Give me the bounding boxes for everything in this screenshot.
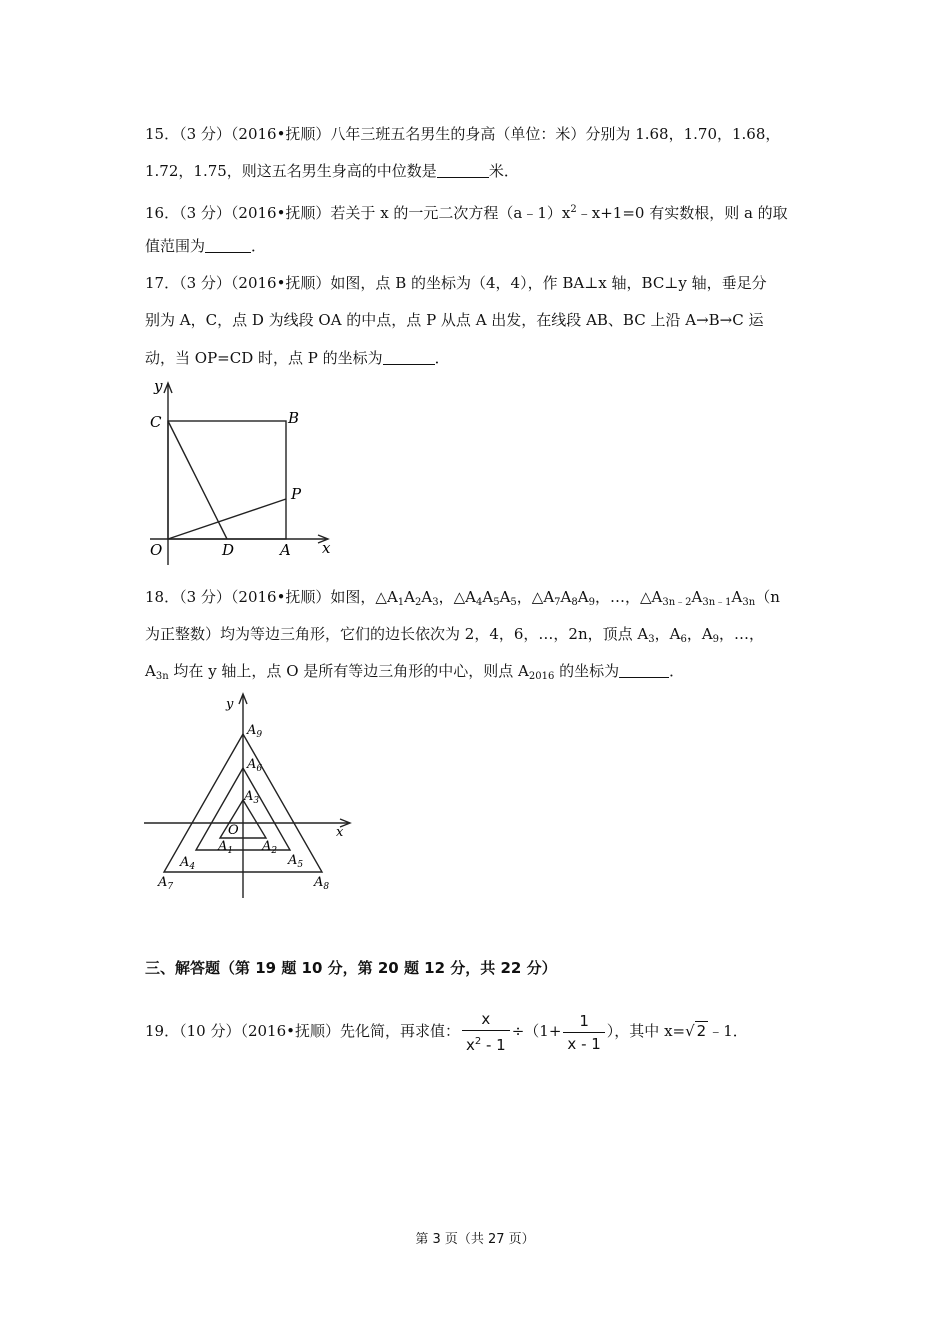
subscript: 9 [588, 597, 595, 608]
text: ，A [686, 625, 713, 643]
answer-blank [619, 663, 669, 678]
subscript: 2 [415, 597, 422, 608]
label-P: P [291, 485, 302, 503]
section-heading: 三、解答题（第 19 题 10 分，第 20 题 12 分，共 22 分） [145, 959, 557, 977]
subscript: 8 [571, 597, 578, 608]
label-A1: $A_1$ [218, 839, 234, 856]
subscript: 3n [742, 597, 756, 608]
label-A2: $A_2$ [262, 839, 278, 856]
q17-line3 [145, 348, 450, 368]
q19-text: 19．（10 分）（2016•抚顺）先化简，再求值： [145, 1022, 460, 1040]
text: A [560, 588, 572, 606]
text: ，…，△A [594, 588, 663, 606]
label-A3: $A_3$ [244, 789, 260, 806]
q19-mid-text: ），其中 x= [606, 1022, 686, 1040]
square-OABC [168, 421, 286, 539]
text: ，A [654, 625, 681, 643]
label-A6: $A_6$ [247, 757, 263, 774]
label-x: x [336, 825, 344, 840]
subscript: 1 [397, 597, 405, 608]
q16-text2: 值范围为 [145, 237, 206, 255]
q19-line [145, 1008, 748, 1056]
label-y: y [226, 697, 234, 712]
denominator: x - 1 [567, 1034, 601, 1053]
denominator [462, 1031, 510, 1056]
text: A [577, 588, 589, 606]
label-C: C [150, 413, 162, 431]
text: A [404, 588, 416, 606]
subscript: 3 [432, 597, 439, 608]
text: A [145, 662, 156, 680]
label-A5: $A_5$ [288, 853, 304, 870]
subscript: 2016 [528, 671, 555, 682]
q17-text: 动，当 OP=CD 时，点 P 的坐标为 [145, 349, 383, 367]
label-A: A [280, 541, 291, 559]
subscript: 3n [155, 671, 169, 682]
sqrt-symbol: √ [685, 1022, 695, 1040]
q18-line3 [145, 661, 684, 687]
label-A9: $A_9$ [247, 723, 263, 740]
q19-end: ﹣1． [708, 1022, 748, 1040]
segment-OP [168, 499, 286, 539]
label-A4: $A_4$ [180, 855, 196, 872]
label-O: O [228, 823, 239, 838]
division-text: ÷（1+ [511, 1022, 562, 1040]
label-D: D [222, 541, 235, 559]
text: 18．（3 分）（2016•抚顺）如图，△A [145, 588, 398, 606]
subscript: 3n﹣1 [702, 597, 732, 608]
q15-unit: 米． [488, 162, 519, 180]
label-A8: $A_8$ [314, 875, 330, 892]
subscript: 9 [712, 634, 720, 645]
answer-blank [383, 350, 435, 365]
label-O: O [150, 541, 163, 559]
q18-line2 [145, 624, 764, 650]
subscript: 7 [554, 597, 561, 608]
radicand: 2 [696, 1022, 707, 1040]
q15-line1: 15．（3 分）（2016•抚顺）八年三班五名男生的身高（单位：米）分别为 1.68，1.70，1.68， [145, 125, 781, 143]
den-tail: - 1 [481, 1036, 506, 1054]
q17-line1: 17．（3 分）（2016•抚顺）如图，点 B 的坐标为（4，4），作 BA⊥x 轴，BC⊥y 轴，垂足分 [145, 274, 767, 292]
text: ，△A [438, 588, 476, 606]
q18-figure [140, 690, 360, 900]
answer-blank [205, 238, 251, 253]
q17-figure [140, 375, 340, 570]
text: ． [669, 662, 685, 680]
subscript: 3n﹣2 [662, 597, 692, 608]
sqrt-two [685, 1021, 708, 1040]
numerator: x [462, 1008, 510, 1031]
q18-line1 [145, 587, 780, 613]
q16-text-tail: ﹣x+1=0 有实数根，则 a 的取 [576, 204, 788, 222]
text: 均在 y 轴上，点 O 是所有等边三角形的中心，则点 A [168, 662, 529, 680]
text: ，△A [516, 588, 555, 606]
text: （n [755, 588, 780, 606]
den-exponent: 2 [474, 1036, 482, 1047]
fraction-1-over-x-1 [563, 1010, 604, 1055]
subscript: 4 [475, 597, 483, 608]
q16-line1 [145, 200, 788, 223]
label-y: y [154, 377, 163, 395]
numerator: 1 [563, 1010, 604, 1033]
text: A [499, 588, 511, 606]
answer-blank [437, 163, 489, 178]
q16-line2 [145, 236, 266, 256]
q17-line2: 别为 A，C，点 D 为线段 OA 的中点，点 P 从点 A 出发，在线段 AB、BC 上沿 A→B→C 运 [145, 311, 764, 329]
label-x: x [322, 539, 331, 557]
text: A [731, 588, 743, 606]
fraction-x-over-x2-1 [462, 1008, 510, 1056]
text: 为正整数）均为等边三角形，它们的边长依次为 2，4，6，…，2n，顶点 A [145, 625, 649, 643]
label-B: B [288, 409, 300, 427]
q17-end: ． [434, 349, 450, 367]
text: A [691, 588, 703, 606]
subscript: 5 [510, 597, 517, 608]
text: A [482, 588, 494, 606]
text: 的坐标为 [554, 662, 620, 680]
page-footer: 第 3 页（共 27 页） [415, 1232, 535, 1247]
subscript: 5 [493, 597, 500, 608]
q16-end: ． [251, 237, 267, 255]
q15-text: 1.72，1.75，则这五名男生身高的中位数是 [145, 162, 437, 180]
subscript: 6 [680, 634, 687, 645]
q15-line2 [145, 161, 519, 181]
den-base: x [465, 1036, 475, 1054]
subscript: 3 [648, 634, 655, 645]
q16-exponent: 2 [570, 204, 577, 215]
text: A [421, 588, 433, 606]
q16-text: 16．（3 分）（2016•抚顺）若关于 x 的一元二次方程（a﹣1）x [145, 204, 571, 222]
label-A7: $A_7$ [158, 875, 174, 892]
text: ，…， [719, 625, 765, 643]
